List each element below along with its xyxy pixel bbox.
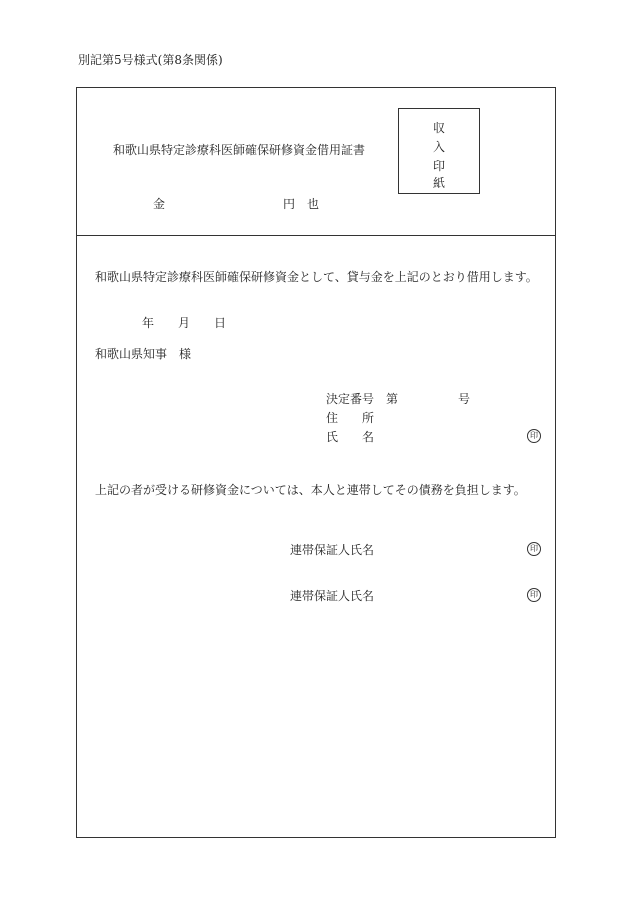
revenue-stamp-box (398, 108, 480, 194)
guarantee-statement: 上記の者が受ける研修資金については、本人と連帯してその債務を負担します。 (95, 483, 526, 497)
seal-mark-icon: 印 (527, 588, 541, 602)
decision-number-prefix: 第 (386, 392, 399, 406)
amount-prefix: 金 (153, 197, 166, 211)
date-year-label: 年 (142, 316, 155, 330)
stamp-box-char: 印 (432, 159, 445, 173)
amount-unit: 円 (283, 197, 296, 211)
stamp-box-char: 紙 (432, 176, 445, 190)
header-divider (76, 235, 556, 236)
date-day-label: 日 (214, 316, 227, 330)
borrowing-statement: 和歌山県特定診療科医師確保研修資金として、貸与金を上記のとおり借用します。 (95, 270, 538, 284)
form-caption: 別記第5号様式(第8条関係) (78, 53, 223, 67)
stamp-box-char: 入 (432, 140, 445, 154)
address-label: 住 所 (326, 411, 375, 425)
seal-mark-icon: 印 (527, 429, 541, 443)
decision-number-suffix: 号 (458, 392, 471, 406)
document-title: 和歌山県特定診療科医師確保研修資金借用証書 (113, 143, 366, 157)
stamp-box-char: 収 (432, 121, 445, 135)
guarantor-name-label: 連帯保証人氏名 (290, 589, 375, 603)
amount-suffix: 也 (307, 197, 320, 211)
name-label: 氏 名 (326, 430, 375, 444)
guarantor-name-label: 連帯保証人氏名 (290, 543, 375, 557)
decision-number-label: 決定番号 (326, 392, 375, 406)
date-month-label: 月 (178, 316, 191, 330)
seal-mark-icon: 印 (527, 542, 541, 556)
addressee: 和歌山県知事 様 (95, 347, 192, 361)
